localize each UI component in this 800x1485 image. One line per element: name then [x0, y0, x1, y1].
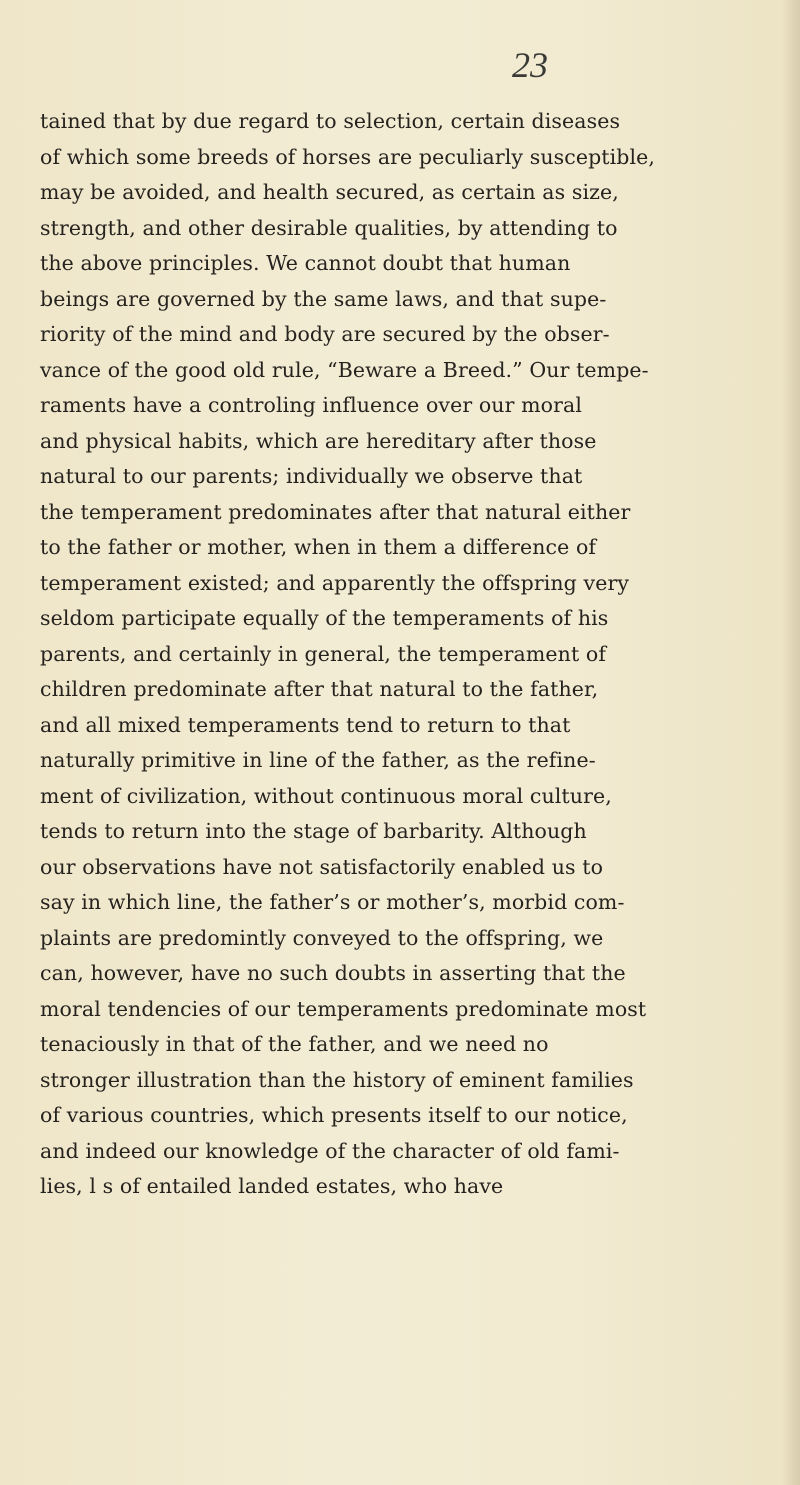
page-edge-shadow: [782, 0, 800, 1485]
text-line: vance of the good old rule, “Beware a Breed.” Our tempe-: [40, 357, 649, 382]
text-line: children predominate after that natural to the father,: [40, 677, 599, 701]
text-line: riority of the mind and body are secured by the obser-: [40, 322, 610, 346]
text-line: and physical habits, which are hereditary after those: [40, 428, 597, 453]
text-line: strength, and other desirable qualities, by attending to: [40, 215, 618, 240]
text-line: the above principles. We cannot doubt that human: [40, 251, 571, 275]
text-line: seldom participate equally of the temperaments of his: [40, 606, 609, 630]
text-line: our observations have not satisfactorily enabled us to: [40, 854, 604, 879]
text-line: lies, l s of entailed landed estates, who have: [40, 1174, 504, 1198]
text-line: the temperament predominates after that natural either: [40, 499, 631, 524]
text-line: may be avoided, and health secured, as certain as size,: [40, 180, 619, 204]
text-line: of which some breeds of horses are peculiarly susceptible,: [40, 144, 656, 169]
text-line: beings are governed by the same laws, and that supe-: [40, 286, 607, 311]
text-line: tenaciously in that of the father, and we need no: [40, 1032, 549, 1056]
body-text: [40, 104, 792, 1205]
text-line: temperament existed; and apparently the offspring very: [40, 570, 630, 595]
text-line: tained that by due regard to selection, certain diseases: [40, 109, 621, 133]
text-line: and indeed our knowledge of the character of old fami-: [40, 1138, 620, 1163]
text-line: parents, and certainly in general, the temperament of: [40, 641, 607, 666]
text-line: ment of civilization, without continuous moral culture,: [40, 783, 612, 808]
text-line: tends to return into the stage of barbarity. Although: [40, 819, 587, 843]
text-line: moral tendencies of our temperaments predominate most: [40, 996, 647, 1021]
text-line: naturally primitive in line of the father, as the refine-: [40, 748, 596, 772]
text-line: raments have a controling influence over our moral: [40, 393, 582, 417]
text-line: natural to our parents; individually we observe that: [40, 464, 583, 488]
text-line: and all mixed temperaments tend to return to that: [40, 712, 571, 737]
text-line: to the father or mother, when in them a difference of: [40, 535, 597, 559]
text-line: stronger illustration than the history of eminent families: [40, 1067, 634, 1092]
text-line: can, however, have no such doubts in asserting that the: [40, 961, 626, 985]
text-line: say in which line, the father’s or mother’s, morbid com-: [40, 890, 625, 914]
text-line: of various countries, which presents itself to our notice,: [40, 1103, 628, 1127]
page-number: 23: [512, 45, 548, 85]
text-line: plaints are predomintly conveyed to the offspring, we: [40, 925, 604, 950]
